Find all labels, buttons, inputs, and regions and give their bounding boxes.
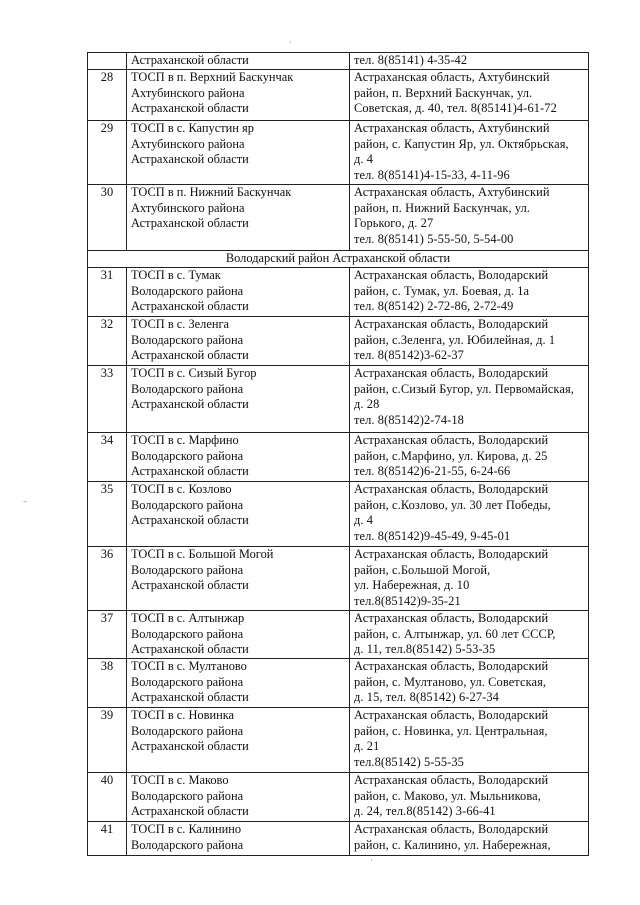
row-number-cell: 37 xyxy=(88,611,127,659)
table-row xyxy=(88,822,589,856)
table-row xyxy=(88,366,589,433)
office-name-cell: ТОСП в с. Маково Володарского района Астраханской области xyxy=(127,773,350,822)
address-cell: Астраханская область, Володарский район, с.Большой Могой, ул. Набережная, д. 10 тел.8(85142)9-35-21 xyxy=(350,547,589,611)
section-title: Володарский район Астраханской области xyxy=(88,251,589,268)
address-cell: Астраханская область, Ахтубинский район, с. Капустин Яр, ул. Октябрьская, д. 4 тел. 8(85141)4-15-33, 4-11-96 xyxy=(350,121,589,185)
row-number-cell: 32 xyxy=(88,317,127,366)
office-name-cell: ТОСП в с. Мултаново Володарского района Астраханской области xyxy=(127,659,350,708)
register-body xyxy=(88,53,589,856)
scan-mark: · xyxy=(370,856,373,866)
office-name-cell: ТОСП в с. Капустин яр Ахтубинского района Астраханской области xyxy=(127,121,350,185)
table-row xyxy=(88,708,589,773)
row-number-cell: 34 xyxy=(88,433,127,482)
table-row xyxy=(88,268,589,317)
table-row xyxy=(88,317,589,366)
table-row xyxy=(88,482,589,547)
row-number-cell xyxy=(88,53,127,70)
row-number-cell: 39 xyxy=(88,708,127,773)
row-number-cell: 38 xyxy=(88,659,127,708)
address-cell: Астраханская область, Володарский район, с. Алтынжар, ул. 60 лет СССР, д. 11, тел.8(85142) 5-53-35 xyxy=(350,611,589,659)
address-cell: Астраханская область, Володарский район, с. Мултаново, ул. Советская, д. 15, тел. 8(85142) 6-27-34 xyxy=(350,659,589,708)
row-number-cell: 33 xyxy=(88,366,127,433)
table-row xyxy=(88,773,589,822)
tosp-register-table xyxy=(87,52,589,856)
row-number-cell: 28 xyxy=(88,70,127,121)
row-number-cell: 29 xyxy=(88,121,127,185)
office-name-cell: ТОСП в п. Верхний Баскунчак Ахтубинского района Астраханской области xyxy=(127,70,350,121)
row-number-cell: 35 xyxy=(88,482,127,547)
table-row xyxy=(88,121,589,185)
office-name-cell: ТОСП в с. Тумак Володарского района Астраханской области xyxy=(127,268,350,317)
row-number-cell: 40 xyxy=(88,773,127,822)
address-cell: Астраханская область, Володарский район, с. Маково, ул. Мыльникова, д. 24, тел.8(85142) 3-66-41 xyxy=(350,773,589,822)
office-name-cell: ТОСП в с. Новинка Володарского района Астраханской области xyxy=(127,708,350,773)
document-page xyxy=(87,52,588,856)
address-cell: Астраханская область, Володарский район, с.Зеленга, ул. Юбилейная, д. 1 тел. 8(85142)3-62-37 xyxy=(350,317,589,366)
address-cell: Астраханская область, Володарский район, с. Тумак, ул. Боевая, д. 1а тел. 8(85142) 2-72-86, 2-72-49 xyxy=(350,268,589,317)
office-name-cell: ТОСП в с. Большой Могой Володарского района Астраханской области xyxy=(127,547,350,611)
table-row xyxy=(88,547,589,611)
address-cell: Астраханская область, Ахтубинский район, п. Верхний Баскунчак, ул. Советская, д. 40, тел. 8(85141)4-61-72 xyxy=(350,70,589,121)
address-cell: тел. 8(85141) 4-35-42 xyxy=(350,53,589,70)
scan-mark: – xyxy=(23,497,28,507)
address-cell: Астраханская область, Володарский район, с. Калинино, ул. Набережная, xyxy=(350,822,589,856)
table-row xyxy=(88,611,589,659)
address-cell: Астраханская область, Володарский район, с.Сизый Бугор, ул. Первомайская, д. 28 тел. 8(85142)2-74-18 xyxy=(350,366,589,433)
office-name-cell: ТОСП в с. Сизый Бугор Володарского района Астраханской области xyxy=(127,366,350,433)
address-cell: Астраханская область, Володарский район, с.Козлово, ул. 30 лет Победы, д. 4 тел. 8(85142)9-45-49, 9-45-01 xyxy=(350,482,589,547)
section-header-row xyxy=(88,251,589,268)
scan-mark: · xyxy=(289,38,292,48)
office-name-cell: ТОСП в с. Калинино Володарского района xyxy=(127,822,350,856)
table-row xyxy=(88,185,589,251)
office-name-cell: Астраханской области xyxy=(127,53,350,70)
address-cell: Астраханская область, Володарский район, с. Новинка, ул. Центральная, д. 21 тел.8(85142) 5-55-35 xyxy=(350,708,589,773)
office-name-cell: ТОСП в с. Алтынжар Володарского района Астраханской области xyxy=(127,611,350,659)
row-number-cell: 41 xyxy=(88,822,127,856)
row-number-cell: 31 xyxy=(88,268,127,317)
office-name-cell: ТОСП в с. Зеленга Володарского района Астраханской области xyxy=(127,317,350,366)
table-row xyxy=(88,433,589,482)
address-cell: Астраханская область, Володарский район, с.Марфино, ул. Кирова, д. 25 тел. 8(85142)6-21-55, 6-24-66 xyxy=(350,433,589,482)
table-row xyxy=(88,53,589,70)
office-name-cell: ТОСП в с. Козлово Володарского района Астраханской области xyxy=(127,482,350,547)
address-cell: Астраханская область, Ахтубинский район, п. Нижний Баскунчак, ул. Горького, д. 27 тел. 8(85141) 5-55-50, 5-54-00 xyxy=(350,185,589,251)
row-number-cell: 30 xyxy=(88,185,127,251)
office-name-cell: ТОСП в с. Марфино Володарского района Астраханской области xyxy=(127,433,350,482)
table-row xyxy=(88,70,589,121)
office-name-cell: ТОСП в п. Нижний Баскунчак Ахтубинского района Астраханской области xyxy=(127,185,350,251)
row-number-cell: 36 xyxy=(88,547,127,611)
table-row xyxy=(88,659,589,708)
